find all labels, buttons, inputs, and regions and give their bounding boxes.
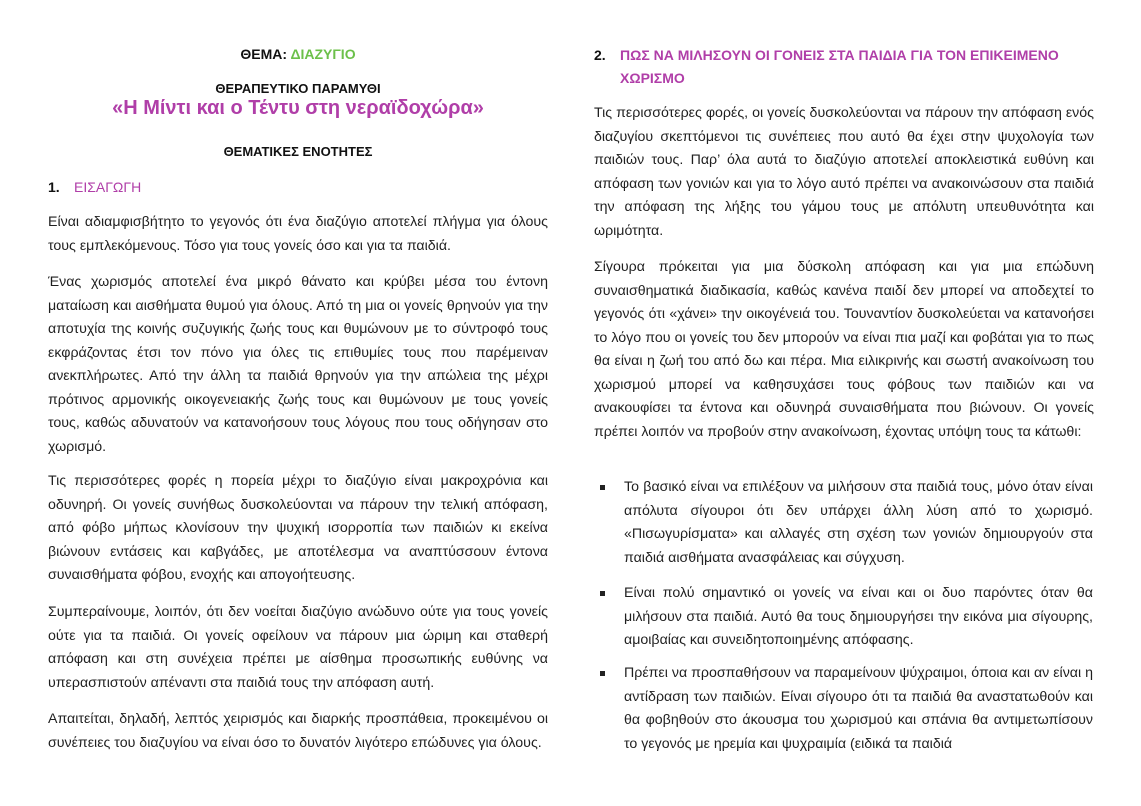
theme-line xyxy=(48,46,548,62)
list-item-text: Πρέπει να προσπαθήσουν να παραμείνουν ψύχραιμοι, όποια και αν είναι η αντίδραση των παιδιών. Είναι σίγουρο ότι τα παιδιά θα αναστατωθούν και θα φοβηθούν στο άκουσμα του χωρισμού και σπάνια θα αντιμετωπίσουν το γεγονός με ηρεμία και ψυχραιμία (ειδικά τα παιδιά xyxy=(624,665,1093,752)
list-item-text: Το βασικό είναι να επιλέξουν να μιλήσουν στα παιδιά τους, μόνο όταν είναι απόλυτα σίγουροι ότι δεν υπάρχει άλλη λύση από το χωρισμό. «Πισωγυρίσματα» και αλλαγές στη σχέση των γονιών δημιουργούν στα παιδιά αισθήματα ανασφάλειας και σύγχυση. xyxy=(624,479,1093,566)
paragraph: Συμπεραίνουμε, λοιπόν, ότι δεν νοείται διαζύγιο ανώδυνο ούτε για τους γονείς ούτε για τα παιδιά. Οι γονείς οφείλουν να πάρουν μια ώριμη και σταθερή απόφαση και στη συνέχεια πρέπει με αίσθημα προσωπικής ευθύνης να υπερασπιστούν απέναντι στα παιδιά τους την απόφαση αυτή. xyxy=(48,604,548,691)
bullet-marker xyxy=(600,591,605,596)
theme-value: ΔΙΑΖΥΓΙΟ xyxy=(290,46,356,62)
paragraph: Σίγουρα πρόκειται για μια δύσκολη απόφαση και για μια επώδυνη συναισθηματικά διαδικασία, καθώς κανένα παιδί δεν μπορεί να αποδεχτεί το γεγονός ότι «χάνει» την οικογένειά του. Τουναντίον δυσκολεύεται να κατανοήσει το λόγο που οι γονείς του δεν μπορούν να είναι πια μαζί και φοβάται για το πως θα είναι η ζωή του από δω και πέρα. Μια ειλικρινής και σωστή ανακοίνωση του χωρισμού μπορεί να καθησυχάσει τους φόβους των παιδιών και να ανακουφίσει τα έντονα και οδυνηρά συναισθήματα που βιώνουν. Οι γονείς πρέπει λοιπόν να προβούν στην ανακοίνωση, έχοντας υπόψη τους τα κάτωθι: xyxy=(594,259,1094,440)
section-2-title-line2: ΧΩΡΙΣΜΟ xyxy=(620,70,685,86)
document-subtitle: ΘΕΡΑΠΕΥΤΙΚΟ ΠΑΡΑΜΥΘΙ xyxy=(215,81,381,96)
document-title: «Η Μίντι και ο Τέντυ στη νεραϊδοχώρα» xyxy=(112,97,484,119)
section-2-heading xyxy=(594,43,1094,91)
bullet-marker xyxy=(600,485,605,490)
sections-title: ΘΕΜΑΤΙΚΕΣ ΕΝΟΤΗΤΕΣ xyxy=(223,144,373,159)
paragraph: Τις περισσότερες φορές, οι γονείς δυσκολεύονται να πάρουν την απόφαση ενός διαζυγίου σκεπτόμενοι τις συνέπειες που αυτό θα έχει στην ψυχολογία των παιδιών τους. Παρ’ όλα αυτά το διαζύγιο αποτελεί αποκλειστικά ευθύνη και απόφαση των γονιών και για το λόγο αυτό πρέπει να ανακοινώσουν στα παιδιά την απόφαση της λήξης του γάμου τους με απόλυτη υπευθυνότητα και ωριμότητα. xyxy=(594,105,1094,239)
list-item-text: Είναι πολύ σημαντικό οι γονείς να είναι και οι δυο παρόντες όταν θα μιλήσουν στα παιδιά. Αυτό θα τους δημιουργήσει την εικόνα μια σίγουρης, αμοιβαίας και συνειδητοποιημένης απόφασης. xyxy=(624,585,1093,648)
theme-label: ΘΕΜΑ: xyxy=(240,46,288,62)
paragraph: Τις περισσότερες φορές η πορεία μέχρι το διαζύγιο είναι μακροχρόνια και οδυνηρή. Οι γονείς συνήθως δυσκολεύονται να πάρουν την τελική απόφαση, από φόβο μήπως κλονίσουν την ψυχική ισορροπία των παιδιών κι εκείνα βιώνουν εντάσεις και καβγάδες, με αποτέλεσμα να αναπτύσσουν έντονα συναισθήματα φόβου, ενοχής και απογοήτευσης. xyxy=(48,473,548,583)
section-2-number: 2. xyxy=(594,47,606,63)
section-2-title-line1: ΠΩΣ ΝΑ ΜΙΛΗΣΟΥΝ ΟΙ ΓΟΝΕΙΣ ΣΤΑ ΠΑΙΔΙΑ ΓΙΑ ΤΟΝ ΕΠΙΚΕΙΜΕΝΟ xyxy=(620,47,1059,63)
section-1-title: ΕΙΣΑΓΩΓΗ xyxy=(74,179,142,195)
paragraph: Απαιτείται, δηλαδή, λεπτός χειρισμός και διαρκής προσπάθεια, προκειμένου οι συνέπειες του διαζυγίου να είναι όσο το δυνατόν λιγότερο επώδυνες για όλους. xyxy=(48,711,548,751)
bullet-marker xyxy=(600,671,605,676)
section-1-number: 1. xyxy=(48,179,60,195)
paragraph: Ένας χωρισμός αποτελεί ένα μικρό θάνατο και κρύβει μέσα του έντονη ματαίωση και αισθήματα θυμού για όλους. Από τη μια οι γονείς θρηνούν για την αποτυχία της κοινής συζυγικής ζωής τους και θυμώνουν με το σύντροφό τους εκφράζοντας έτσι τον πόνο για όλες τις επιθυμίες τους που παρέμειναν ανεκπλήρωτες. Από την άλλη τα παιδιά θρηνούν για την απώλεια της μέχρι πρότινος αρμονικής οικογενειακής ζωής τους και θυμώνουν με τους γονείς τους, καθώς αδυνατούν να κατανοήσουν τους λόγους που τους οδήγησαν στο χωρισμό. xyxy=(48,274,548,455)
section-1-heading xyxy=(48,175,548,199)
paragraph: Είναι αδιαμφισβήτητο το γεγονός ότι ένα διαζύγιο αποτελεί πλήγμα για όλους τους εμπλεκόμενους. Τόσο για τους γονείς όσο και για τα παιδιά. xyxy=(48,214,548,254)
